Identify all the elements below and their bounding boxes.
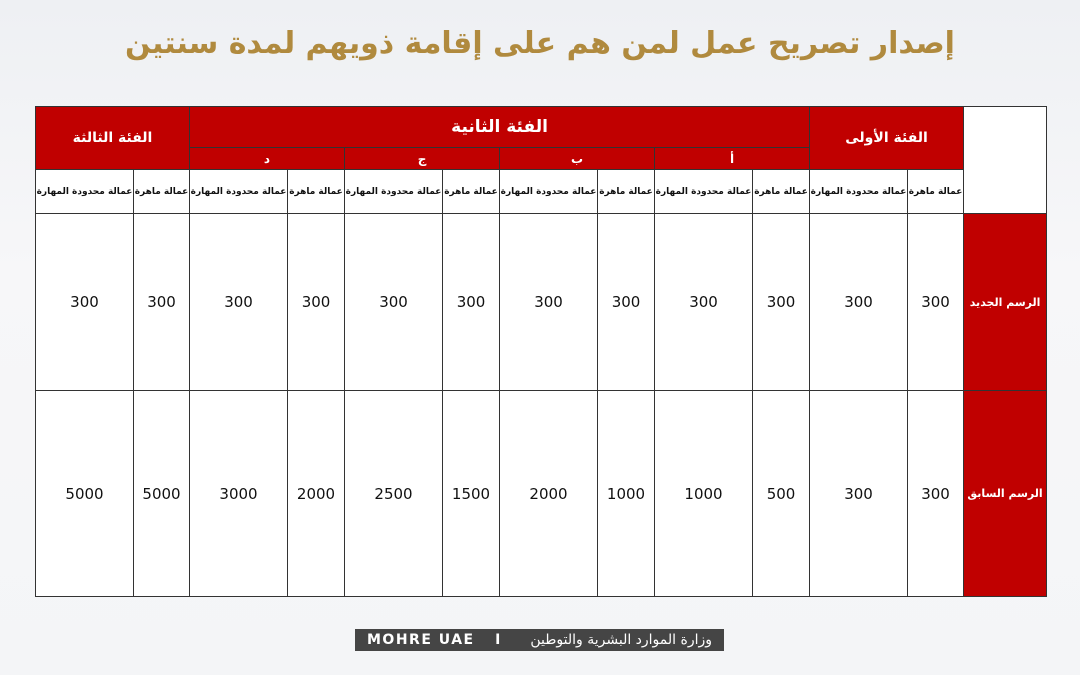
subcategory-d-header: د: [190, 148, 345, 170]
fee-cell: 300: [36, 214, 134, 391]
fees-table: [35, 106, 1047, 597]
fee-cell: 1000: [655, 391, 753, 597]
table-row-previous-fee: [36, 391, 1047, 597]
category-second-header: الفئة الثانية: [190, 107, 810, 148]
fee-cell: 300: [655, 214, 753, 391]
footer-separator: I: [495, 632, 501, 648]
page-title: إصدار تصريح عمل لمن هم على إقامة ذويهم لمدة سنتين: [125, 26, 955, 61]
fee-cell: 300: [810, 214, 908, 391]
fee-cell: 2000: [500, 391, 598, 597]
category-third-header: الفئة الثالثة: [36, 107, 190, 170]
footer-ministry-name: وزارة الموارد البشرية والتوطين: [530, 632, 712, 648]
footer-brand: MOHRE UAE: [367, 632, 475, 648]
fee-cell: 300: [598, 214, 655, 391]
category-first-header: الفئة الأولى: [810, 107, 964, 170]
fee-cell: 300: [908, 214, 964, 391]
fee-cell: 300: [500, 214, 598, 391]
row-header-previous-fee: الرسم السابق: [964, 391, 1047, 597]
column-header: عمالة محدودة المهارة: [500, 170, 598, 214]
column-header: عمالة ماهرة: [753, 170, 810, 214]
fee-cell: 300: [345, 214, 443, 391]
subcategory-c-header: ج: [345, 148, 500, 170]
column-header: عمالة محدودة المهارة: [345, 170, 443, 214]
fee-cell: 300: [134, 214, 190, 391]
column-header: عمالة ماهرة: [288, 170, 345, 214]
fee-cell: 2500: [345, 391, 443, 597]
column-header: عمالة ماهرة: [134, 170, 190, 214]
footer-brand-group: [367, 632, 500, 648]
fee-cell: 300: [443, 214, 500, 391]
column-header: عمالة محدودة المهارة: [655, 170, 753, 214]
subcategory-a-header: أ: [655, 148, 810, 170]
table-corner-cell: [964, 107, 1047, 214]
fee-cell: 5000: [36, 391, 134, 597]
fee-cell: 300: [190, 214, 288, 391]
fee-cell: 2000: [288, 391, 345, 597]
fee-cell: 1000: [598, 391, 655, 597]
fee-cell: 300: [288, 214, 345, 391]
fee-cell: 5000: [134, 391, 190, 597]
column-header: عمالة ماهرة: [598, 170, 655, 214]
footer-bar: [355, 629, 724, 651]
row-header-new-fee: الرسم الجديد: [964, 214, 1047, 391]
fee-cell: 300: [810, 391, 908, 597]
column-header: عمالة محدودة المهارة: [810, 170, 908, 214]
column-header: عمالة ماهرة: [443, 170, 500, 214]
fee-cell: 1500: [443, 391, 500, 597]
column-header: عمالة محدودة المهارة: [190, 170, 288, 214]
fee-cell: 3000: [190, 391, 288, 597]
fee-cell: 300: [908, 391, 964, 597]
fee-cell: 500: [753, 391, 810, 597]
fee-cell: 300: [753, 214, 810, 391]
table-row-new-fee: [36, 214, 1047, 391]
column-header: عمالة ماهرة: [908, 170, 964, 214]
subcategory-b-header: ب: [500, 148, 655, 170]
column-header: عمالة محدودة المهارة: [36, 170, 134, 214]
